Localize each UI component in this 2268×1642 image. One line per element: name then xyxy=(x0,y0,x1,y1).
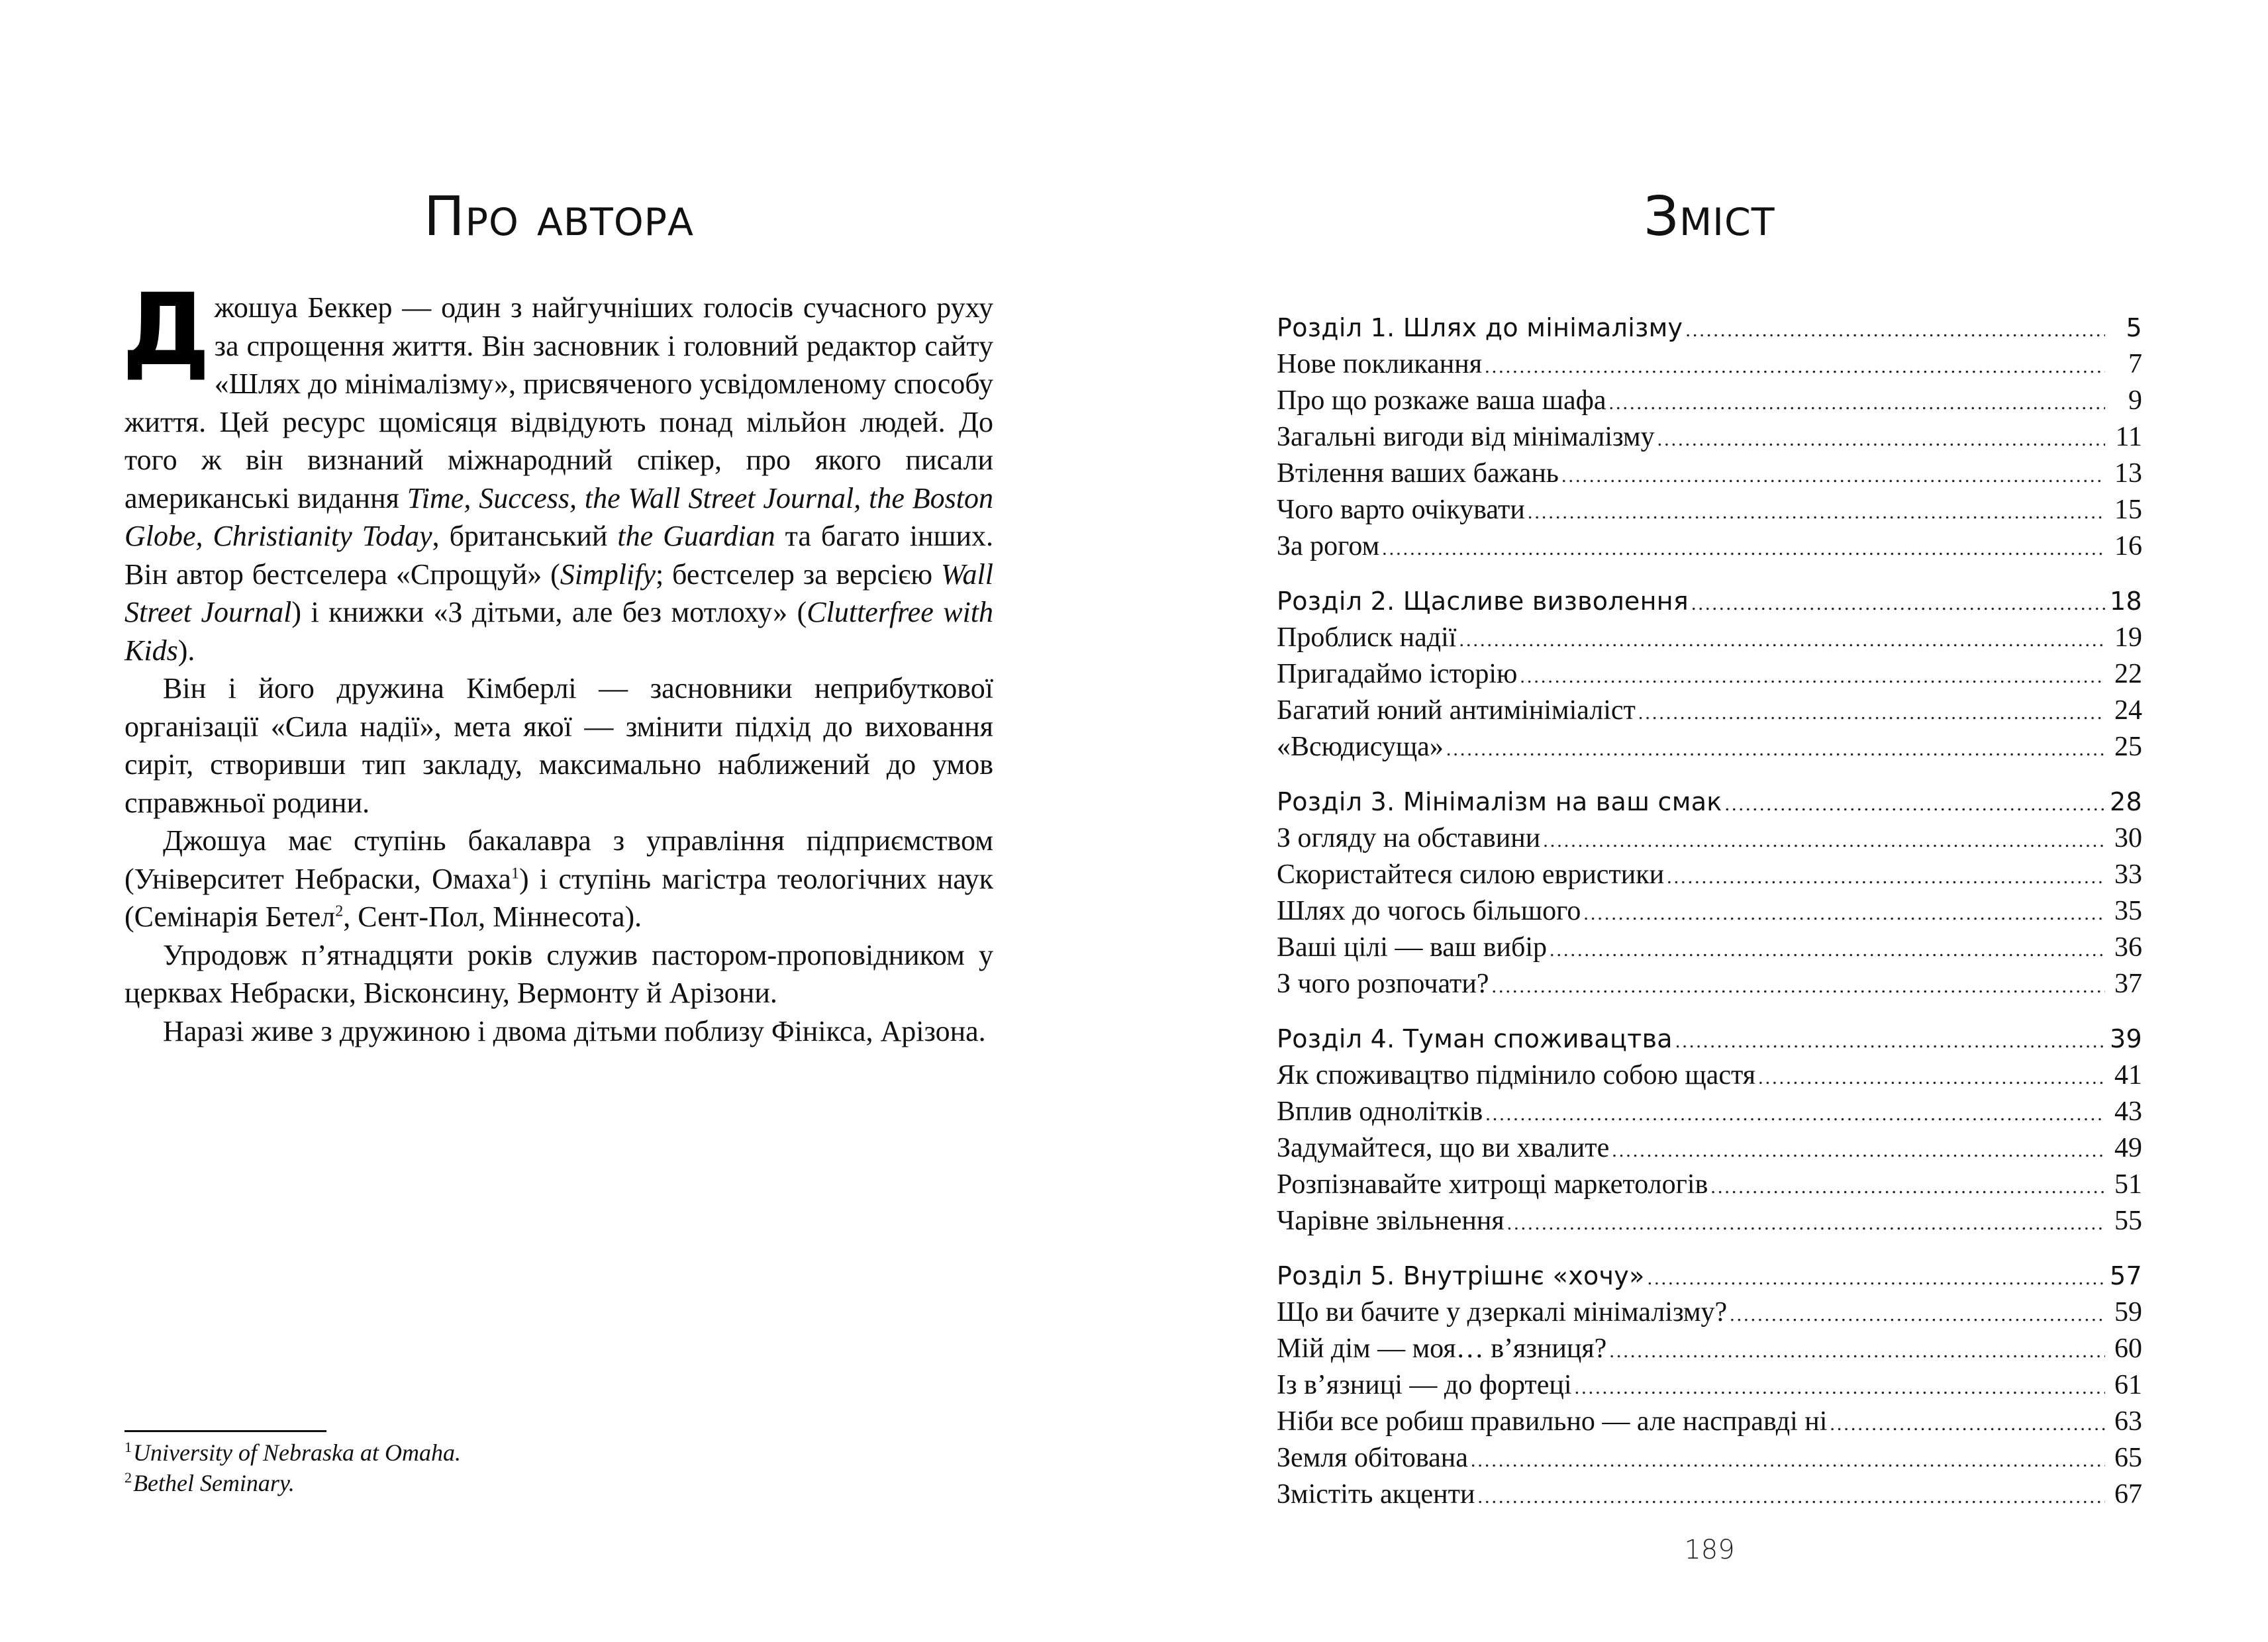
toc-label: Розділ 2. Щасливе визволення xyxy=(1277,587,1689,616)
toc-page-number: 63 xyxy=(2114,1406,2142,1437)
footnote-2 xyxy=(124,1468,588,1498)
bio-paragraph xyxy=(124,669,993,822)
toc-label: Розділ 5. Внутрішнє «хочу» xyxy=(1277,1261,1645,1290)
paragraph-content xyxy=(124,824,993,933)
paragraph-content xyxy=(122,273,994,667)
footnotes xyxy=(124,1430,588,1498)
dot-leader xyxy=(1485,1096,2105,1132)
toc-entry[interactable] xyxy=(1277,656,2142,693)
dot-leader xyxy=(1561,458,2105,494)
text-run: ) і ступінь магістра теологічних наук (Семінарія Бетел xyxy=(124,862,993,933)
dot-leader xyxy=(1382,530,2105,567)
toc-label: Розділ 1. Шлях до мінімалізму xyxy=(1277,313,1683,342)
toc-page-number: 43 xyxy=(2114,1096,2142,1127)
toc-label: Розділ 4. Туман споживацтва xyxy=(1277,1024,1673,1053)
text-run: та багато інших. Він автор бестселера «Спрощуй» ( xyxy=(124,520,993,591)
toc-page-number: 51 xyxy=(2114,1169,2142,1200)
toc-label: Мій дім — моя… в’язниця? xyxy=(1277,1333,1607,1364)
toc-page-number: 35 xyxy=(2114,896,2142,926)
page-title-about-author: Про автора xyxy=(423,185,695,248)
toc-chapter-group xyxy=(1277,1258,2142,1513)
toc-entry[interactable] xyxy=(1277,693,2142,729)
toc-page-number: 24 xyxy=(2114,695,2142,726)
dot-leader xyxy=(1583,895,2105,932)
toc-label: Ніби все робиш правильно — але насправді ні xyxy=(1277,1406,1828,1437)
toc-chapter[interactable] xyxy=(1277,310,2142,346)
toc-page-number: 7 xyxy=(2128,349,2142,379)
italic-title: Time, Success, the Wall Street Journal, the Boston Globe, Christianity Today xyxy=(124,481,993,552)
toc-entry[interactable] xyxy=(1277,1440,2142,1476)
dot-leader xyxy=(1830,1406,2105,1442)
dot-leader xyxy=(1758,1059,2105,1096)
toc-entry[interactable] xyxy=(1277,620,2142,656)
footnote-ref: 1 xyxy=(511,864,519,882)
text-run: ). xyxy=(177,634,195,667)
dot-leader xyxy=(1725,786,2105,822)
toc-entry[interactable] xyxy=(1277,1294,2142,1331)
toc-label: Змістіть акценти xyxy=(1277,1479,1475,1510)
text-run: , Сент-Пол, Міннесота). xyxy=(343,900,642,933)
toc-label: Про що розкаже ваша шафа xyxy=(1277,385,1606,416)
toc-label: Задумайтеся, що ви хвалите xyxy=(1277,1133,1610,1163)
toc-entry[interactable] xyxy=(1277,930,2142,966)
toc-chapter[interactable] xyxy=(1277,784,2142,820)
toc-page-number: 60 xyxy=(2114,1333,2142,1364)
toc-page-number: 22 xyxy=(2114,659,2142,689)
text-run: ; бестселер за версією xyxy=(655,557,941,591)
text-run: Наразі живе з дружиною і двома дітьми поблизу Фінікса, Арізона. xyxy=(163,1014,986,1047)
toc-entry[interactable] xyxy=(1277,1094,2142,1130)
toc-entry[interactable] xyxy=(1277,1057,2142,1094)
toc-label: Шлях до чогось більшого xyxy=(1277,896,1581,926)
toc-page-number: 33 xyxy=(2114,859,2142,890)
dot-leader xyxy=(1730,1296,2105,1333)
toc-label: Скористайтеся силою евристики xyxy=(1277,859,1665,890)
dot-leader xyxy=(1609,385,2105,421)
footnote-mark: 1 xyxy=(124,1439,132,1455)
italic-title: Clutterfree with Kids xyxy=(124,596,994,667)
toc-label: За рогом xyxy=(1277,531,1380,561)
toc-label: Вплив однолітків xyxy=(1277,1096,1483,1127)
toc-label: Пригадаймо історію xyxy=(1277,659,1518,689)
toc-page-number: 19 xyxy=(2114,622,2142,653)
toc-label: Чарівне звільнення xyxy=(1277,1206,1504,1236)
toc-label: Чого варто очікувати xyxy=(1277,495,1525,525)
paragraph-content xyxy=(163,1015,986,1047)
toc-label: Багатий юний антимініміаліст xyxy=(1277,695,1636,726)
dot-leader xyxy=(1550,932,2105,968)
dot-leader xyxy=(1477,1478,2105,1515)
toc-entry[interactable] xyxy=(1277,1331,2142,1367)
dot-leader xyxy=(1507,1205,2105,1241)
toc-page-number: 65 xyxy=(2114,1443,2142,1473)
toc-chapter[interactable] xyxy=(1277,1258,2142,1294)
toc-page-number: 28 xyxy=(2110,787,2142,816)
toc-chapter-group xyxy=(1277,310,2142,565)
italic-title: Wall Street Journal xyxy=(124,557,993,628)
toc-entry[interactable] xyxy=(1277,1130,2142,1167)
drop-cap: Д xyxy=(122,273,211,388)
toc-entry[interactable] xyxy=(1277,383,2142,419)
footnote-mark: 2 xyxy=(124,1469,132,1486)
dot-leader xyxy=(1543,822,2105,859)
toc-label: З чого розпочати? xyxy=(1277,969,1489,999)
toc-page-number: 57 xyxy=(2110,1261,2142,1290)
dot-leader xyxy=(1638,695,2105,731)
dot-leader xyxy=(1609,1333,2105,1369)
toc-entry[interactable] xyxy=(1277,1367,2142,1404)
toc-label: Втілення ваших бажань xyxy=(1277,458,1559,489)
dot-leader xyxy=(1528,494,2105,530)
toc-page-number: 39 xyxy=(2110,1024,2142,1053)
text-run: Він і його дружина Кімберлі — засновники неприбуткової організації «Сила надії», мета якої — змінити підхід до виховання сиріт, створивши тип закладу, максимально наближений до умов справжньої родини. xyxy=(124,672,993,819)
toc-label: Нове покликання xyxy=(1277,349,1483,379)
toc-entry[interactable] xyxy=(1277,492,2142,528)
page-title-contents: Зміст xyxy=(1644,185,1775,248)
page-number: 189 xyxy=(1684,1535,1735,1565)
paragraph-content xyxy=(124,672,993,819)
text-run: Джошуа має ступінь бакалавра з управління підприємством (Університет Небраски, Омаха xyxy=(124,824,993,895)
toc-label: Як споживацтво підмінило собою щастя xyxy=(1277,1060,1756,1090)
bio-paragraph xyxy=(124,936,993,1012)
toc-page-number: 18 xyxy=(2110,587,2142,616)
dot-leader xyxy=(1657,421,2105,458)
toc-label: Із в’язниці — до фортеці xyxy=(1277,1370,1572,1400)
toc-entry[interactable] xyxy=(1277,1476,2142,1513)
text-run: Упродовж п’ятнадцяти років служив пастором-проповідником у церквах Небраски, Вісконсину, Вермонту й Арізони. xyxy=(124,938,993,1009)
dot-leader xyxy=(1485,348,2105,385)
toc-label: Проблиск надії xyxy=(1277,622,1457,653)
dot-leader xyxy=(1471,1442,2105,1478)
italic-title: Simplify xyxy=(560,557,656,591)
toc-page-number: 49 xyxy=(2114,1133,2142,1163)
toc-label: Загальні вигоди від мінімалізму xyxy=(1277,422,1655,452)
toc-chapter-group xyxy=(1277,784,2142,1002)
dot-leader xyxy=(1459,622,2105,658)
toc-label: Ваші цілі — ваш вибір xyxy=(1277,932,1548,963)
italic-title: the Guardian xyxy=(617,520,775,552)
toc-page-number: 59 xyxy=(2114,1297,2142,1328)
dot-leader xyxy=(1520,658,2105,695)
toc-page-number: 37 xyxy=(2114,969,2142,999)
toc-page-number: 9 xyxy=(2128,385,2142,416)
text-run: , британський xyxy=(432,520,618,552)
toc-label: Земля обітована xyxy=(1277,1443,1468,1473)
dot-leader xyxy=(1648,1260,2105,1296)
toc-label: Розпізнавайте хитрощі маркетологів xyxy=(1277,1169,1708,1200)
bio-paragraph xyxy=(122,273,994,669)
toc-page-number: 41 xyxy=(2114,1060,2142,1090)
footnote-text: University of Nebraska at Omaha. xyxy=(133,1439,461,1466)
toc-label: «Всюдисуща» xyxy=(1277,732,1444,762)
bio-paragraph xyxy=(124,1012,993,1051)
toc-label: Що ви бачите у дзеркалі мінімалізму? xyxy=(1277,1297,1728,1328)
dot-leader xyxy=(1691,585,2105,622)
footnote-1 xyxy=(124,1437,588,1468)
dot-leader xyxy=(1685,312,2105,348)
dot-leader xyxy=(1675,1023,2105,1059)
dot-leader xyxy=(1710,1169,2105,1205)
text-run: жошуа Беккер — один з найгучніших голосів сучасного руху за спрощення життя. Він засновник і головний редактор сайту «Шлях до мінімалізму», присвяченого усвідомленому способу життя. Цей ресурс щомісяця відвідують понад мільйон людей. До того ж він визнаний міжнародний спікер, про якого писали американські видання xyxy=(124,291,993,514)
toc-page-number: 67 xyxy=(2114,1479,2142,1510)
toc-chapter[interactable] xyxy=(1277,1021,2142,1057)
text-run: ) і книжки «З дітьми, але без мотлоху» ( xyxy=(291,596,807,628)
table-of-contents xyxy=(1277,310,2142,1531)
dot-leader xyxy=(1612,1132,2105,1169)
footnote-divider xyxy=(124,1430,326,1432)
toc-entry[interactable] xyxy=(1277,893,2142,930)
toc-entry[interactable] xyxy=(1277,346,2142,383)
toc-chapter[interactable] xyxy=(1277,583,2142,620)
toc-page-number: 36 xyxy=(2114,932,2142,963)
toc-entry[interactable] xyxy=(1277,528,2142,565)
dot-leader xyxy=(1491,968,2105,1004)
toc-page-number: 30 xyxy=(2114,823,2142,853)
toc-page-number: 16 xyxy=(2114,531,2142,561)
dot-leader xyxy=(1667,859,2105,895)
toc-entry[interactable] xyxy=(1277,1167,2142,1203)
toc-entry[interactable] xyxy=(1277,456,2142,492)
toc-page-number: 61 xyxy=(2114,1370,2142,1400)
paragraph-content xyxy=(124,939,993,1010)
toc-page-number: 25 xyxy=(2114,732,2142,762)
toc-chapter-group xyxy=(1277,583,2142,765)
right-page xyxy=(1134,0,2268,1642)
footnote-ref: 2 xyxy=(335,902,344,920)
toc-label: З огляду на обставини xyxy=(1277,823,1541,853)
toc-page-number: 13 xyxy=(2114,458,2142,489)
dot-leader xyxy=(1446,731,2105,767)
dot-leader xyxy=(1575,1369,2105,1406)
author-bio xyxy=(122,273,994,1050)
toc-page-number: 15 xyxy=(2114,495,2142,525)
toc-chapter-group xyxy=(1277,1021,2142,1239)
toc-page-number: 11 xyxy=(2115,422,2142,452)
toc-entry[interactable] xyxy=(1277,820,2142,857)
toc-label: Розділ 3. Мінімалізм на ваш смак xyxy=(1277,787,1722,816)
toc-entry[interactable] xyxy=(1277,966,2142,1002)
toc-entry[interactable] xyxy=(1277,729,2142,765)
toc-entry[interactable] xyxy=(1277,1203,2142,1239)
toc-entry[interactable] xyxy=(1277,419,2142,456)
toc-entry[interactable] xyxy=(1277,1404,2142,1440)
toc-page-number: 5 xyxy=(2126,313,2142,342)
bio-paragraph xyxy=(124,822,993,936)
footnote-text: Bethel Seminary. xyxy=(133,1470,295,1496)
toc-page-number: 55 xyxy=(2114,1206,2142,1236)
toc-entry[interactable] xyxy=(1277,857,2142,893)
